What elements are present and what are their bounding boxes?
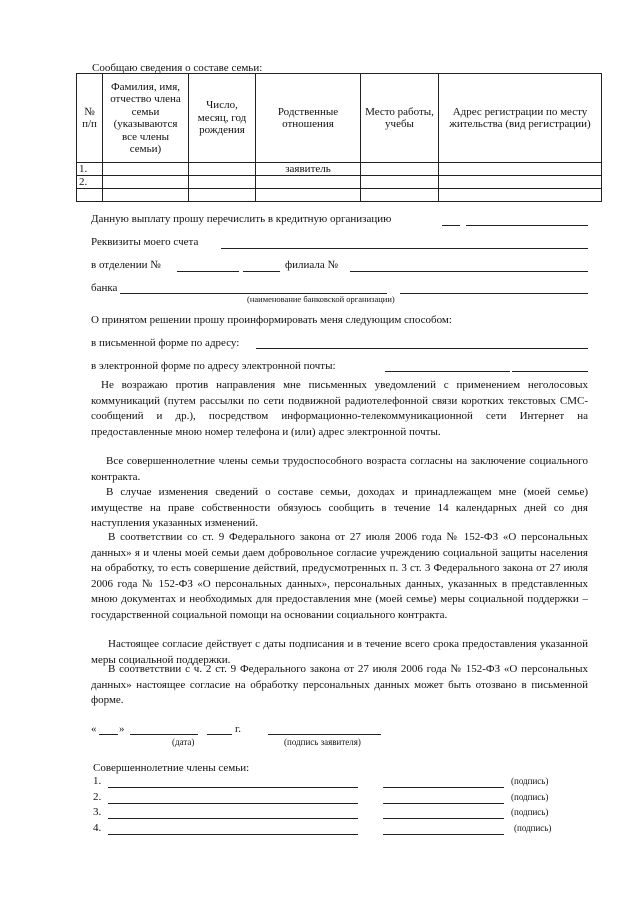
birth-date-cell[interactable] [189,176,256,189]
date-quote-close: » [119,723,125,735]
date-month-field[interactable] [130,734,198,735]
relation-cell[interactable] [256,189,361,202]
full-name-cell[interactable] [103,163,189,176]
date-day-field[interactable] [99,734,118,735]
transfer-label: Данную выплату прошу перечислить в кредитную организацию [91,213,392,225]
header-relation: Родственные отношения [256,74,361,163]
adults-title: Совершеннолетние члены семьи: [93,762,250,774]
branch-label: в отделении № [91,259,161,271]
email-address-field[interactable] [385,371,510,372]
birth-date-cell[interactable] [189,189,256,202]
relation-cell[interactable]: заявитель [256,163,361,176]
applicant-signature-caption: (подпись заявителя) [284,737,361,747]
header-full-name: Фамилия, имя, отчество члена семьи (указываются все члены семьи) [103,74,189,163]
header-workplace: Место работы, учебы [361,74,439,163]
bank-caption: (наименование банковской организации) [247,294,395,304]
bank-name-field-extra[interactable] [400,293,588,294]
email-address-field-extra[interactable] [512,371,588,372]
adult-name-field[interactable] [108,803,358,804]
paper-address-field[interactable] [256,348,588,349]
adult-signature-field[interactable] [383,787,504,788]
address-cell[interactable] [439,176,602,189]
bank-label: банка [91,282,118,294]
adult-row-number: 2. [93,791,102,803]
branch-number-field[interactable] [177,271,239,272]
adult-signature-field[interactable] [383,803,504,804]
consent-paragraph-sms: Не возражаю против направления мне письменных уведомлений с применением неголосовых коммуникаций (путем рассылки по сети подвижной радиотелефонной связи коротких текстовых СМС-сообщений и др.), посредством информационно-телекоммуникационной сети Интернет на предоставленные мною номер телефона и (или) адрес электронной почты. [91,379,588,438]
adult-signature-field[interactable] [383,834,504,835]
full-name-cell[interactable] [103,176,189,189]
address-cell[interactable] [439,189,602,202]
consent-paragraph-changes: В случае изменения сведений о составе семьи, доходах и принадлежащем мне (моей семье) имуществе на праве собственности обязуюсь сообщить в течение 14 календарных дней со дня наступления указанных изменений. [91,486,588,530]
row-number: 2. [77,176,103,189]
date-caption: (дата) [172,737,195,747]
applicant-signature-field[interactable] [268,734,381,735]
paper-notify-label: в письменной форме по адресу: [91,337,240,349]
account-label: Реквизиты моего счета [91,236,199,248]
family-intro: Сообщаю сведения о составе семьи: [92,62,263,74]
account-details-field[interactable] [221,248,588,249]
date-year-field[interactable] [207,734,232,735]
table-row [77,176,602,189]
consent-paragraph-contract: Все совершеннолетние члены семьи трудоспособного возраста согласны на заключение социального контракта. [91,455,588,483]
family-table [76,73,602,202]
adult-signature-caption: (подпись) [514,823,552,833]
notify-intro: О принятом решении прошу проинформировать меня следующим способом: [91,314,452,326]
family-table-header [77,74,602,163]
row-number: 1. [77,163,103,176]
adult-signature-field[interactable] [383,818,504,819]
table-row [77,189,602,202]
workplace-cell[interactable] [361,189,439,202]
header-address: Адрес регистрации по месту жительства (вид регистрации) [439,74,602,163]
adult-signature-caption: (подпись) [511,807,549,817]
address-cell[interactable] [439,163,602,176]
header-birth-date: Число, месяц, год рождения [189,74,256,163]
workplace-cell[interactable] [361,176,439,189]
filial-label: филиала № [285,259,338,271]
full-name-cell[interactable] [103,189,189,202]
bank-organization-field[interactable] [466,225,588,226]
adult-name-field[interactable] [108,787,358,788]
transfer-field-short[interactable] [442,225,460,226]
row-number [77,189,103,202]
adult-name-field[interactable] [108,834,358,835]
table-row [77,163,602,176]
date-quote-open: « [91,723,97,735]
filial-number-field[interactable] [350,271,588,272]
adult-signature-caption: (подпись) [511,792,549,802]
adult-row-number: 3. [93,806,102,818]
email-notify-label: в электронной форме по адресу электронной почты: [91,360,336,372]
adult-signature-caption: (подпись) [511,776,549,786]
consent-paragraph-withdrawal: В соответствии с ч. 2 ст. 9 Федерального закона от 27 июля 2006 года № 152-ФЗ «О персональных данных» настоящее согласие на обработку персональных данных может быть отозвано в письменной форме. [91,663,588,707]
date-year-suffix: г. [235,723,242,735]
birth-date-cell[interactable] [189,163,256,176]
consent-paragraph-validity: Настоящее согласие действует с даты подписания и в течение всего срока предоставления указанной меры социальной поддержки. [91,638,588,666]
branch-number-field-extra[interactable] [243,271,280,272]
consent-paragraph-personal-data: В соответствии со ст. 9 Федерального закона от 27 июля 2006 года № 152-ФЗ «О персональных данных» я и члены моей семьи даем добровольное согласие учреждению социальной защиты населения на обработку, то есть совершение действий, предусмотренных п. 3 ст. 3 Федерального закона от 27 июля 2006 года № 152-ФЗ «О персональных данных», персональных данных, указанных в представленных мною документах и необходимых для предоставления мне (моей семье) меры социальной поддержки – государственной социальной помощи на основании социального контракта. [91,531,588,621]
relation-cell[interactable] [256,176,361,189]
header-number: № п/п [77,74,103,163]
adult-name-field[interactable] [108,818,358,819]
adult-row-number: 4. [93,822,102,834]
adult-row-number: 1. [93,775,102,787]
workplace-cell[interactable] [361,163,439,176]
